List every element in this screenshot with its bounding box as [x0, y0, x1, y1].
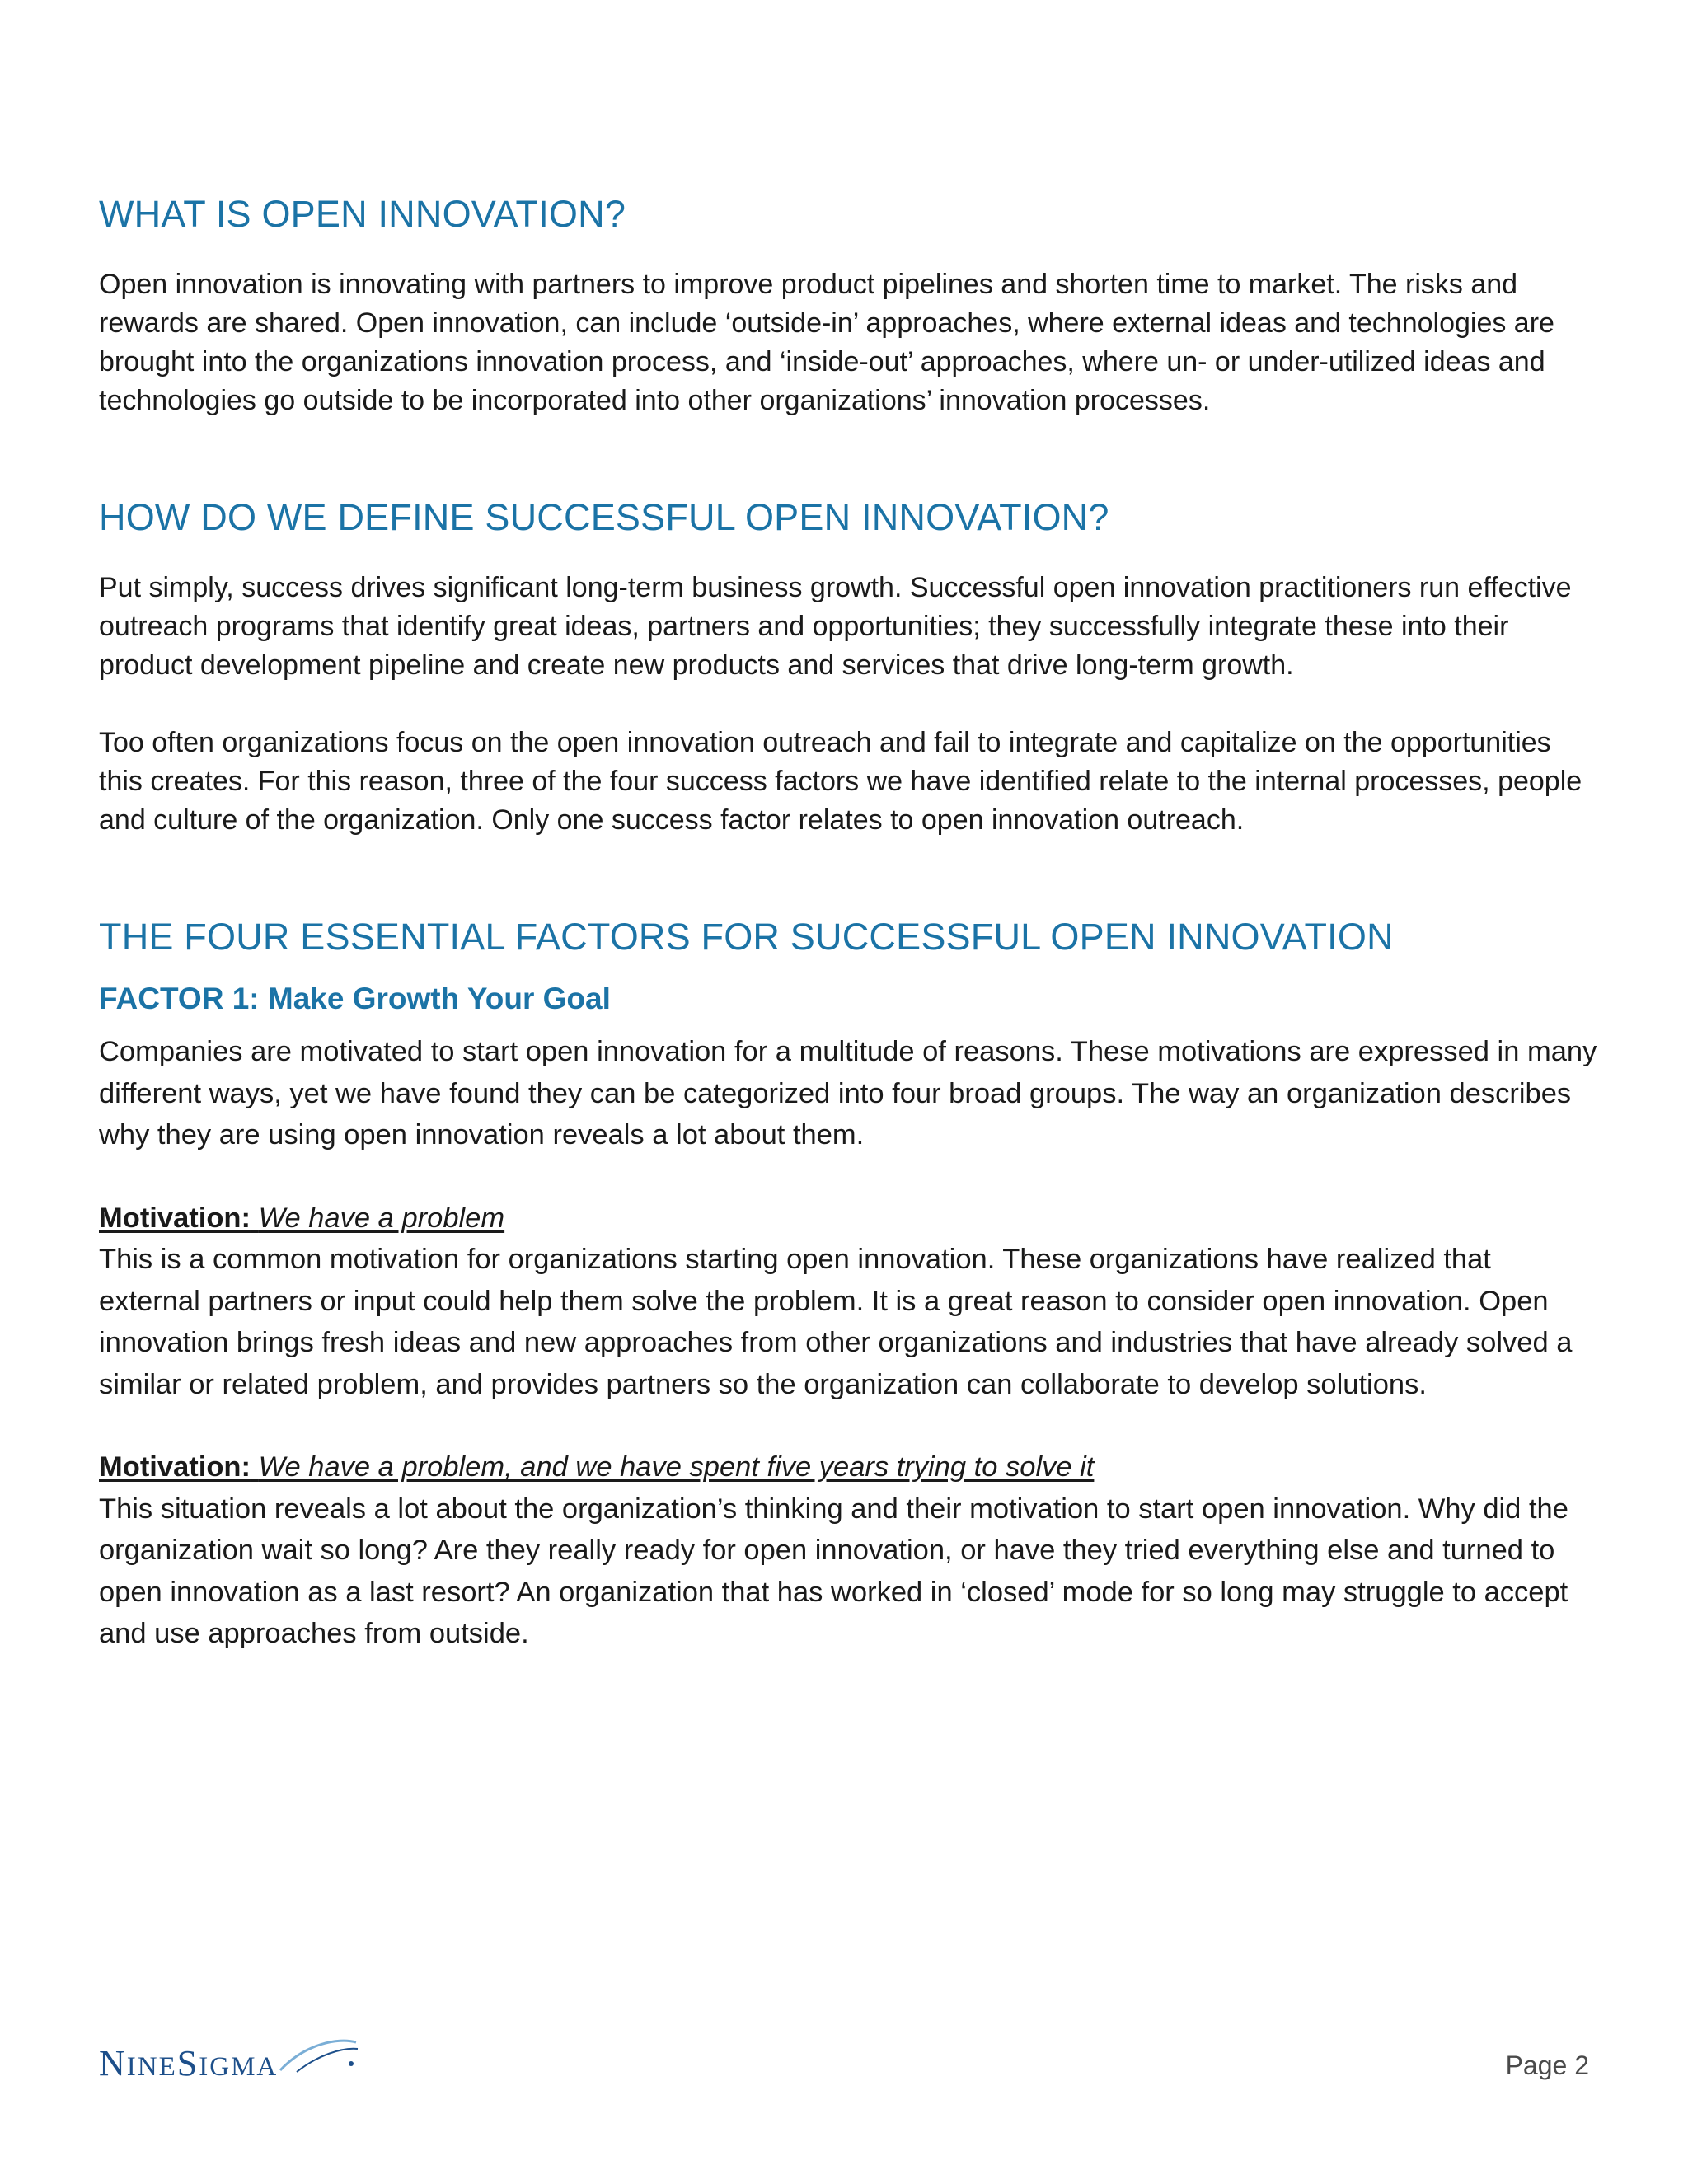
paragraph: Put simply, success drives significant long-term business growth. Successful open innovation practitioners run effective outreach programs that identify great ideas, partners and opportunities; they successfully integrate these into their product development pipeline and create new products and services that drive long-term growth.: [99, 572, 1572, 681]
motivation-title: [99, 1197, 1599, 1240]
motivation-quote: We have a problem, and we have spent five years trying to solve it: [258, 1451, 1095, 1483]
motivation-text: This is a common motivation for organizations starting open innovation. These organizations have realized that external partners or input could help them solve the problem. It is a great reason to consider open innovation. Open innovation brings fresh ideas and new approaches from other organizations and industries that have already solved a similar or related problem, and provides partners so the organization can collaborate to develop solutions.: [99, 1244, 1573, 1400]
main-content: [99, 191, 1599, 1655]
section-heading: THE FOUR ESSENTIAL FACTORS FOR SUCCESSFUL OPEN INNOVATION: [99, 916, 1394, 958]
motivation-block: [99, 1446, 1599, 1655]
motivation-quote: We have a problem: [258, 1202, 505, 1234]
page-footer: [99, 2036, 1589, 2102]
motivation-text: This situation reveals a lot about the organization’s thinking and their motivation to start open innovation. Why did the organization wait so long? Are they really ready for open innovation, or have they tried everything else and turned to open innovation as a last resort? An organization that has worked in ‘closed’ mode for so long may struggle to accept and use approaches from outside.: [99, 1493, 1568, 1649]
paragraph: Too often organizations focus on the open innovation outreach and fail to integrate and capitalize on the opportunities this creates. For this reason, three of the four success factors we have identified relate to the internal processes, people and culture of the organization. Only one success factor relates to open innovation outreach.: [99, 727, 1582, 836]
ninesigma-logo: [99, 2036, 363, 2093]
section-what-is-open-innovation: [99, 191, 1599, 420]
section-heading: HOW DO WE DEFINE SUCCESSFUL OPEN INNOVATION?: [99, 496, 1109, 538]
page-number: Page 2: [1505, 2050, 1589, 2080]
motivation-label: Motivation:: [99, 1451, 251, 1483]
motivation-block: [99, 1197, 1599, 1406]
section-four-factors: [99, 914, 1599, 1655]
motivation-label: Motivation:: [99, 1202, 251, 1234]
motivation-title: [99, 1446, 1599, 1488]
logo-wordmark: NINESIGMA: [99, 2043, 279, 2083]
factor-intro: Companies are motivated to start open innovation for a multitude of reasons. These motivations are expressed in many different ways, yet we have found they can be categorized into four broad groups. The way an organization describes why they are using open innovation reveals a lot about them.: [99, 1036, 1597, 1151]
section-define-success: [99, 494, 1599, 840]
paragraph: Open innovation is innovating with partners to improve product pipelines and shorten time to market. The risks and rewards are shared. Open innovation, can include ‘outside-in’ approaches, where external ideas and technologies are brought into the organizations innovation process, and ‘inside-out’ approaches, where un- or under-utilized ideas and technologies go outside to be incorporated into other organizations’ innovation processes.: [99, 269, 1554, 416]
ninesigma-swoosh-icon: [272, 2036, 363, 2077]
factor-heading: FACTOR 1: Make Growth Your Goal: [99, 982, 611, 1015]
section-heading: WHAT IS OPEN INNOVATION?: [99, 193, 626, 235]
